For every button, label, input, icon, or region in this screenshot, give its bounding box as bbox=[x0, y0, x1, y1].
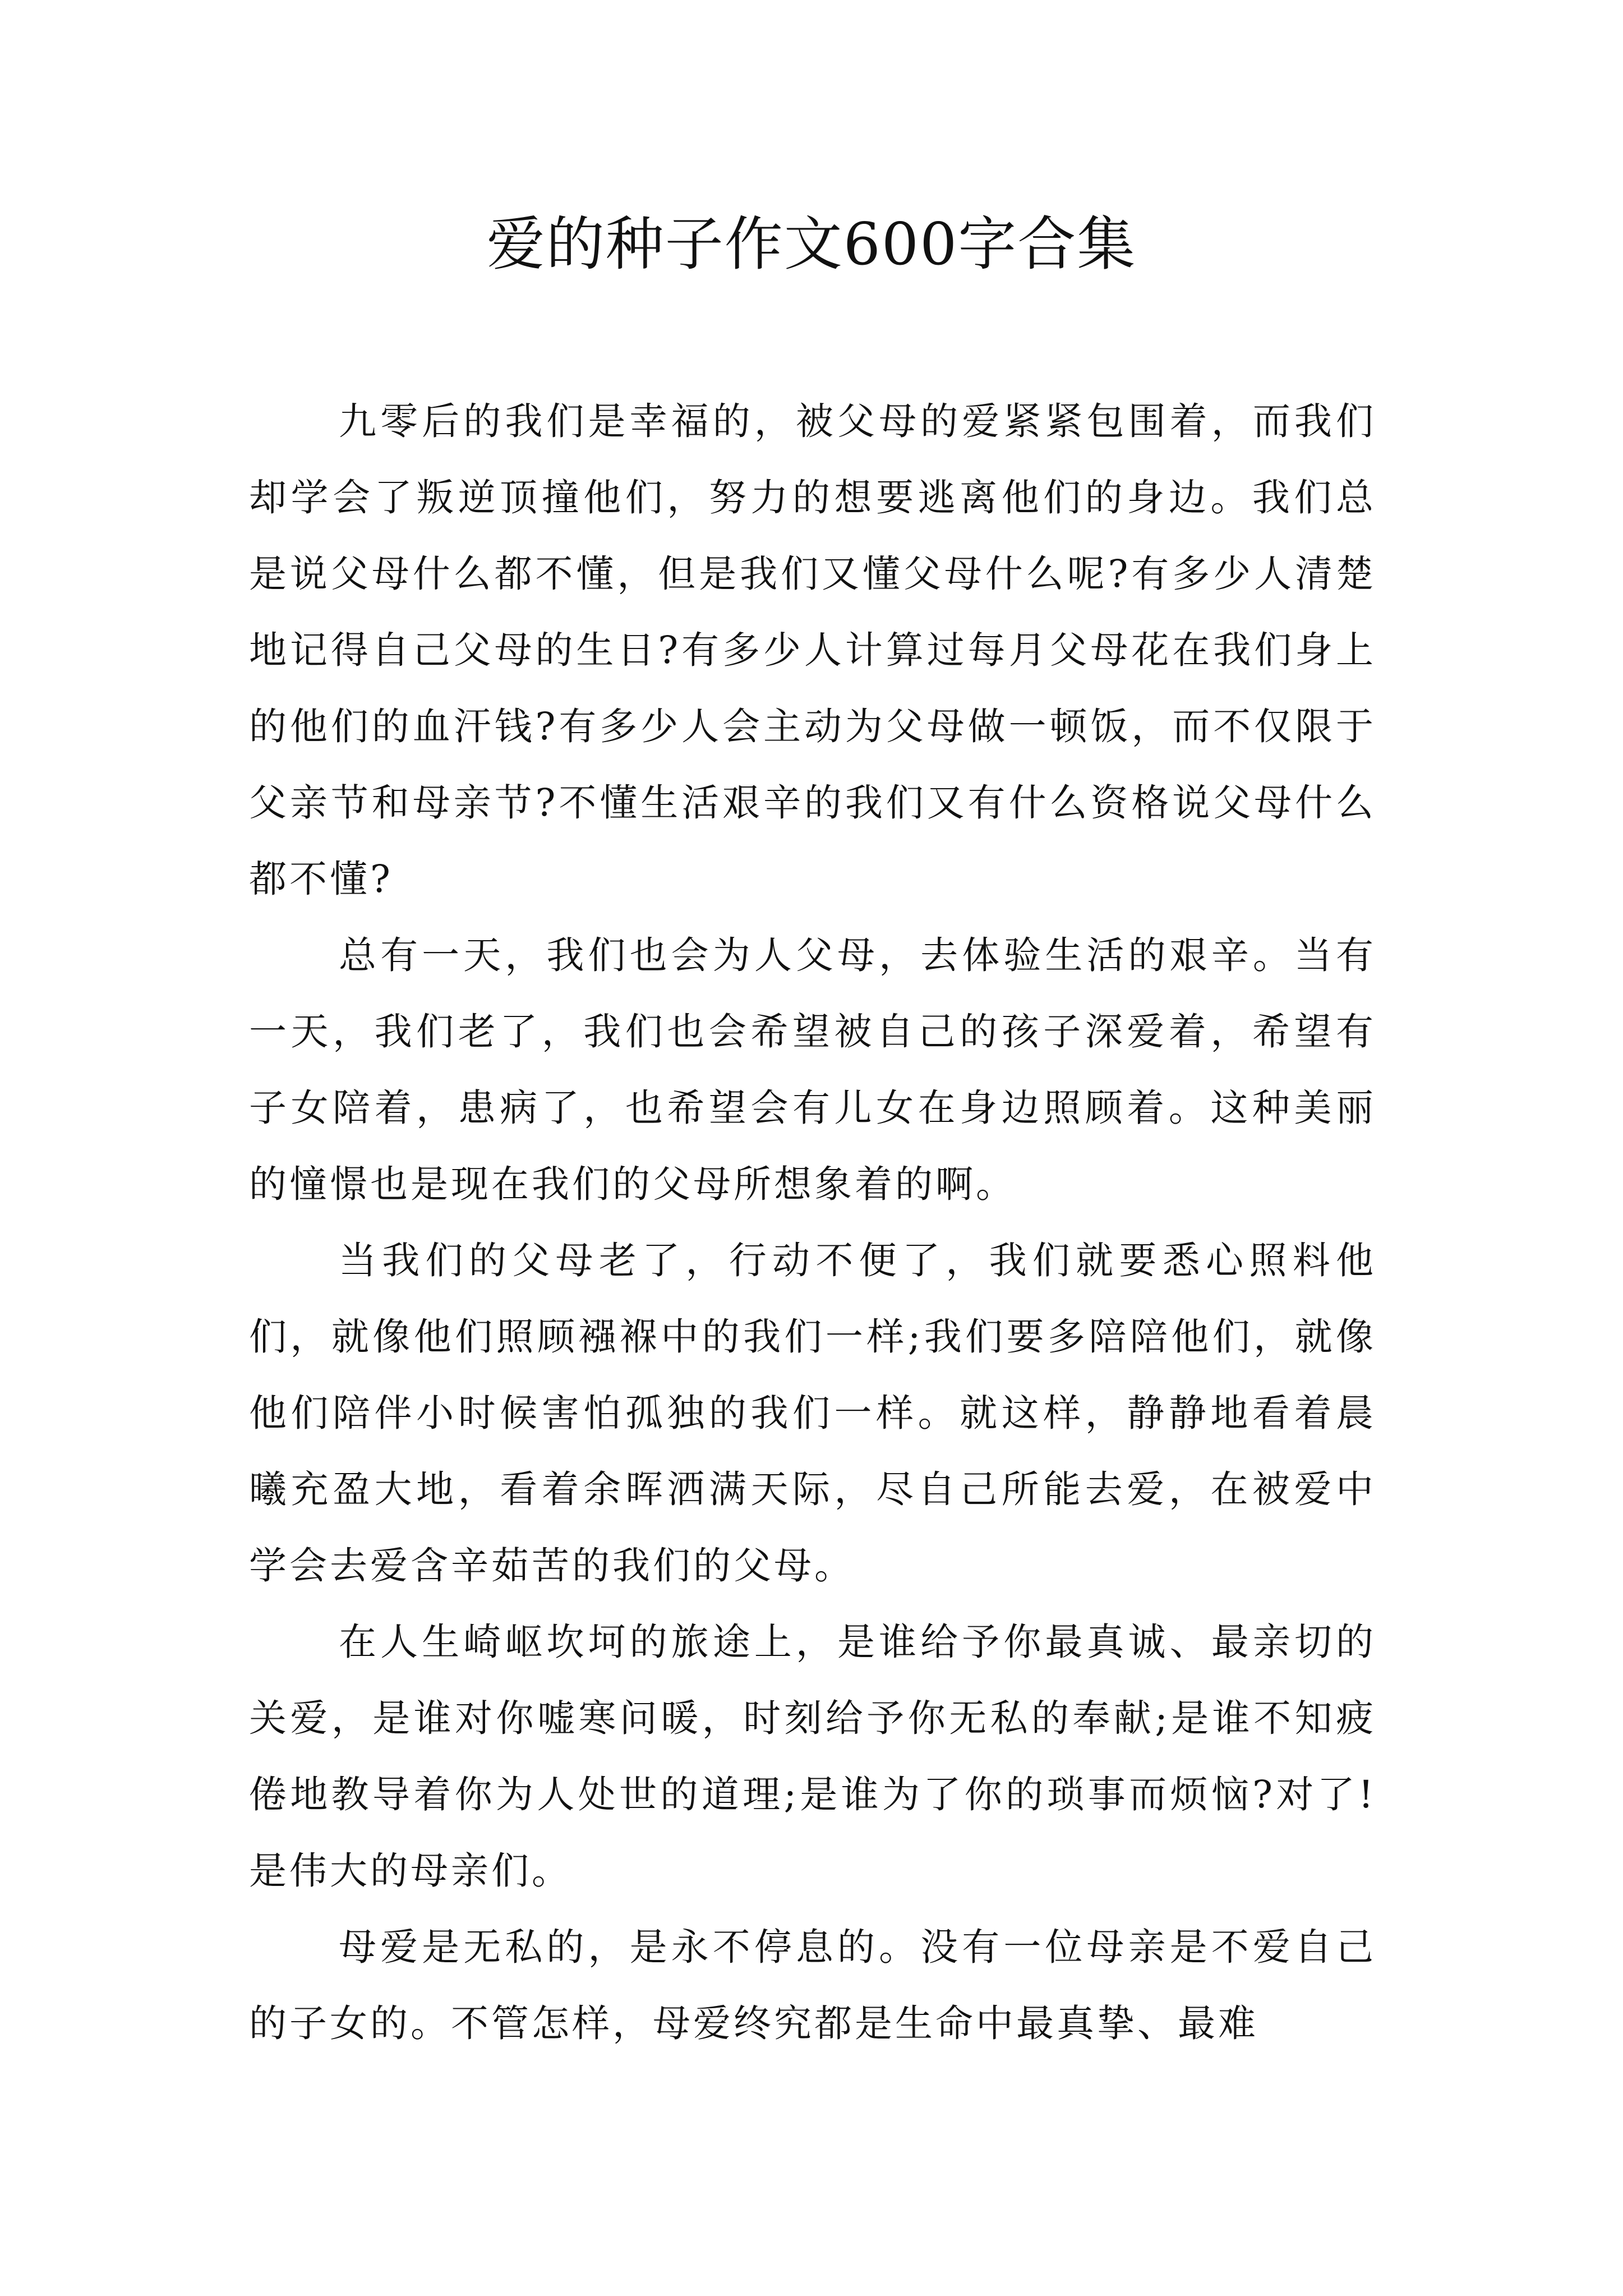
document-title: 爱的种子作文600字合集 bbox=[486, 210, 1137, 278]
paragraph-3: 当我们的父母老了，行动不便了，我们就要悉心照料他们，就像他们照顾襁褓中的我们一样;我们要多陪陪他们，就像他们陪伴小时候害怕孤独的我们一样。就这样，静静地看着晨曦充盈大地，看着余晖洒满天际，尽自己所能去爱，在被爱中学会去爱含辛茹苦的我们的父母。 bbox=[249, 1239, 1376, 1588]
paragraph-1: 九零后的我们是幸福的，被父母的爱紧紧包围着，而我们却学会了叛逆顶撞他们，努力的想要逃离他们的身边。我们总是说父母什么都不懂，但是我们又懂父母什么呢?有多少人清楚地记得自己父母的生日?有多少人计算过每月父母花在我们身上的他们的血汗钱?有多少人会主动为父母做一顿饭，而不仅限于父亲节和母亲节?不懂生活艰辛的我们又有什么资格说父母什么都不懂? bbox=[249, 399, 1376, 901]
paragraph-2: 总有一天，我们也会为人父母，去体验生活的艰辛。当有一天，我们老了，我们也会希望被自己的孩子深爱着，希望有子女陪着，患病了，也希望会有儿女在身边照顾着。这种美丽的憧憬也是现在我们的父母所想象着的啊。 bbox=[249, 933, 1376, 1206]
paragraph-4: 在人生崎岖坎坷的旅途上，是谁给予你最真诚、最亲切的关爱，是谁对你嘘寒问暖，时刻给予你无私的奉献;是谁不知疲倦地教导着你为人处世的道理;是谁为了你的琐事而烦恼?对了!是伟大的母亲们。 bbox=[249, 1620, 1376, 1893]
document-body bbox=[249, 383, 1376, 2062]
paragraph-5: 母爱是无私的，是永不停息的。没有一位母亲是不爱自己的子女的。不管怎样，母爱终究都是生命中最真挚、最难 bbox=[249, 1925, 1376, 2045]
